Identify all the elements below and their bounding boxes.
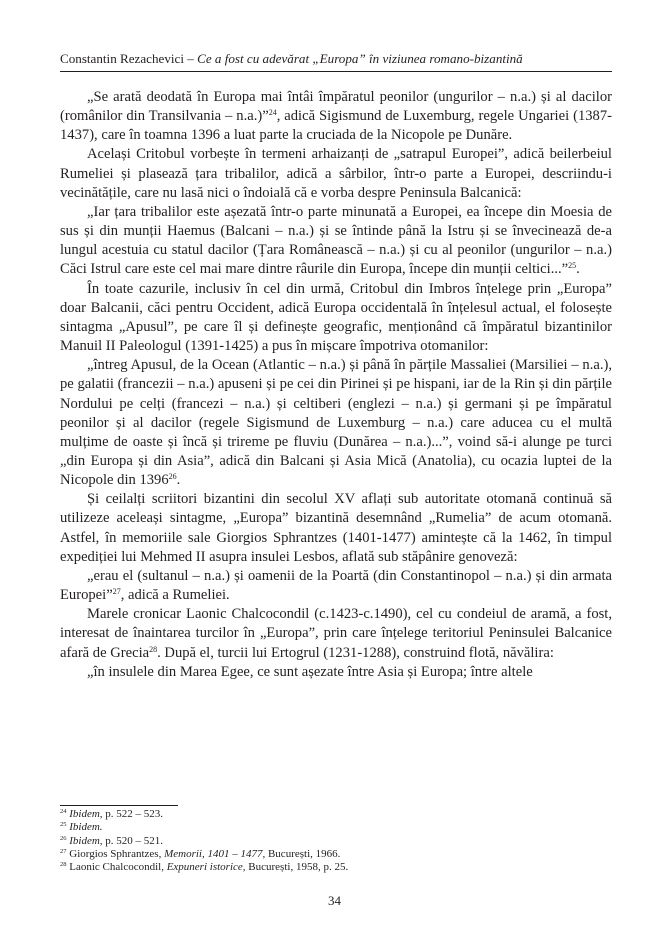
footnote-ref: 27 <box>112 587 121 597</box>
header-rule <box>60 71 612 72</box>
footnote-number: 25 <box>60 821 67 829</box>
footnote <box>60 861 612 874</box>
footnotes <box>60 808 612 874</box>
footnote-ref: 26 <box>168 472 177 482</box>
footnote-ref: 25 <box>568 261 577 271</box>
text-run: Giorgios Sphrantzes, <box>69 847 165 860</box>
paragraph <box>60 663 612 682</box>
text-run: „întreg Apusul, de la Ocean (Atlantic – n.a.) și până în părțile Massaliei (Marsiliei – n.a.), pe galatii (francezii – n.a.) apuseni și pe cei din Pirinei și pe hispani, iar de la Rin și din părțile Nordului pe celți (francezi – n.a.) și celtiberi (englezi – n.a.) și germani și pe împăratul peonilor și al dacilor (regele Sigismund de Luxemburg – n.a.) care aducea cu el multă mulțime de oaste și încă și trireme pe fluviu (Dunărea – n.a.)...”, voind să-i alunge pe turci „din Europa și din Asia”, adică din Balcani și Asia Mică (Anatolia), cu ocazia luptei de la Nicopole din 1396 <box>60 357 612 489</box>
text-run: Același Critobul vorbește în termeni arhaizanți de „satrapul Europei”, adică beilerbeiul Rumeliei și plasează țara tribalilor, adică a sârbilor, într-o parte a Europei, descriindu-i vecinătățile, care nu lasă nici o îndoială că e vorba despre Peninsula Balcanică: <box>60 146 612 201</box>
text-run: „erau el (sultanul – n.a.) și oamenii de la Poartă (din Constantinopol – n.a.) și din armata Europei” <box>60 567 612 604</box>
footnote-number: 24 <box>60 808 67 815</box>
footnote-ref: 24 <box>268 108 277 118</box>
header-separator: – <box>184 51 198 66</box>
text-run: . După el, turcii lui Ertogrul (1231-1288), construind flotă, năvălira: <box>157 644 554 661</box>
text-run: În toate cazurile, inclusiv în cel din urmă, Critobul din Imbros înțelege prin „Europa” doar Balcanii, căci pentru Occident, adică Europa occidentală în înțelesul actual, el folosește sintagma „Apusul”, pe care îl și definește geografic, menționând că împăratul bizantinilor Manuil II Paleologul (1391-1425) a pus în mișcare împotriva otomanilor: <box>60 280 612 355</box>
italic-run: Ibidem <box>69 834 100 847</box>
footnote-number: 26 <box>60 834 67 842</box>
paragraph <box>60 280 612 357</box>
text-run: București, 1958, p. 25. <box>245 861 349 874</box>
text-run: . <box>576 261 580 278</box>
text-run: , p. 522 – 523. <box>99 808 164 820</box>
page-number: 34 <box>328 893 341 908</box>
text-run: București, 1966. <box>265 847 341 860</box>
text-run: , adică Sigismund de Luxemburg, regele Ungariei (1387-1437), care în toamna 1396 a luat parte la cruciada de la Nicopole pe Dunăre. <box>60 108 612 144</box>
text-run: „în insulele din Marea Egee, ce sunt așezate între Asia și Europa; între altele <box>87 663 533 680</box>
footnote-number: 28 <box>60 861 67 869</box>
text-run: Marele cronicar Laonic Chalcocondil (c.1423-c.1490), cel cu condeiul de aramă, a fost, interesat de înaintarea turcilor în „Europa”, prin care înțelege teritoriul Peninsulei Balcanice afară de Grecia <box>60 606 612 661</box>
paragraph <box>60 567 612 605</box>
italic-run: Memorii, 1401 – 1477, <box>164 847 266 860</box>
footnote <box>60 848 612 861</box>
footnote-number: 27 <box>60 847 67 855</box>
footnote-ref: 28 <box>149 644 158 654</box>
text-run: , adică a Rumeliei. <box>120 587 230 604</box>
paragraph <box>60 88 612 145</box>
header-author: Constantin Rezachevici <box>60 51 184 66</box>
paragraph <box>60 203 612 280</box>
italic-run: Expuneri istorice, <box>166 861 246 874</box>
text-run: Laonic Chalcocondil, <box>69 861 167 874</box>
text-run: Și ceilalți scriitori bizantini din secolul XV aflați sub autoritate otomană continuă să utilizeze aceleași sintagme, „Europa” bizantină desemnând „Rumelia” de acum otomană. Astfel, în memoriile sale Giorgios Sphrantzes (1401-1477) amintește că la 1462, în timpul expediției lui Mehmed II asupra insulei Lesbos, aflată sub stăpânire genoveză: <box>60 491 612 565</box>
footnote <box>60 835 612 848</box>
footnote <box>60 808 612 821</box>
footnote <box>60 821 612 834</box>
paragraph <box>60 490 612 567</box>
text-run: , p. 520 – 521. <box>99 834 164 847</box>
paragraph <box>60 356 612 490</box>
footnote-separator <box>60 805 178 806</box>
italic-run: Ibidem. <box>69 821 103 834</box>
text-run: . <box>176 472 181 489</box>
header-title: Ce a fost cu adevărat „Europa” în viziunea romano-bizantină <box>197 51 523 66</box>
main-text <box>60 88 612 682</box>
running-header <box>60 51 612 67</box>
text-run: „Iar țara tribalilor este așezată într-o parte minunată a Europei, ea începe din Moesia de sus și din munții Haemus (Balcani – n.a.) și se întinde până la Istru și se învecinează de-a lungul acestuia cu statul dacilor (Țara Românească – n.a.) și cu al peonilor (ungurilor – n.a.) Căci Istrul care este cel mai mare dintre râurile din Europa, începe din munții celtici...” <box>60 203 612 278</box>
paragraph <box>60 145 612 202</box>
text-run: „Se arată deodată în Europa mai întâi împăratul peonilor (ungurilor – n.a.) și al dacilor (românilor din Transilvania – n.a.)” <box>60 89 612 125</box>
italic-run: Ibidem <box>69 808 100 820</box>
paragraph <box>60 605 612 662</box>
